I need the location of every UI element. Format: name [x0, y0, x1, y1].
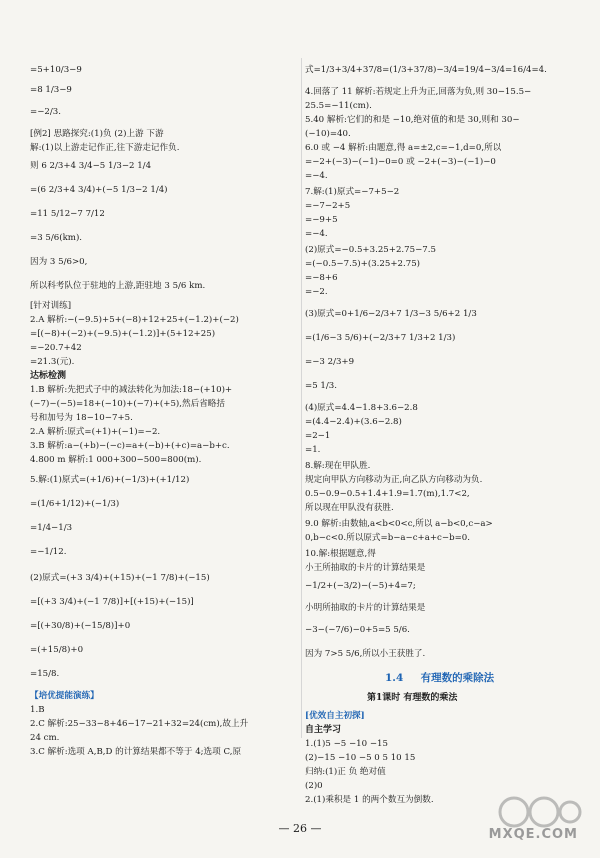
text-line: =21.3(元).	[30, 357, 75, 367]
text-line: 规定向甲队方向移动为正,向乙队方向移动为负.	[305, 475, 483, 485]
block-heading: 自主学习	[305, 725, 342, 735]
text-line: 1.B 解析:先把式子中的减法转化为加法:18−(+10)+	[30, 385, 233, 395]
section-number: 1.4	[385, 672, 404, 684]
text-line: 6.0 或 −4 解析:由题意,得 a=±2,c=−1,d=0,所以	[305, 143, 502, 153]
text-line: [例2] 思路探究:(1)负 (2)上游 下游	[30, 129, 164, 139]
text-line: 4.回落了 11 解析:若规定上升为正,回落为负,则 30−15.5−	[305, 87, 532, 97]
text-line: 2.A 解析:原式=(+1)+(−1)=−2.	[30, 427, 161, 437]
section-label: 达标检测	[30, 371, 67, 381]
text-line: 7.解:(1)原式=−7+5−2	[305, 187, 400, 197]
text-line: 2.A 解析:−(−9.5)+5+(−8)+12+25+(−1.2)+(−2)	[30, 315, 239, 325]
text-line: 归纳:(1)正 负 绝对值	[305, 767, 386, 777]
text-line: −1/2+(−3/2)−(−5)+4=7;	[305, 581, 416, 591]
section-tag: [优效自主初探]	[305, 711, 365, 721]
text-line: 1.B	[30, 705, 45, 715]
text-line: =−8+6	[305, 273, 338, 283]
text-line: 5.解:(1)原式=(+1/6)+(−1/3)+(+1/12)	[30, 475, 190, 485]
text-line: 号和加号为 18−10−7+5.	[30, 413, 133, 423]
text-line: =[(−8)+(−2)+(−9.5)+(−1.2)]+(5+12+25)	[30, 329, 216, 339]
text-line: =−7−2+5	[305, 201, 351, 211]
text-line: 3.C 解析:选项 A,B,D 的计算结果都不等于 4;选项 C,原	[30, 747, 242, 757]
text-line: 因为 3 5/6>0,	[30, 257, 88, 267]
text-line: 24 cm.	[30, 733, 60, 743]
text-line: =−2.	[305, 287, 328, 297]
text-line: 5.40 解析:它们的和是 −10,绝对值的和是 30,则和 30−	[305, 115, 520, 125]
text-line: (2)0	[305, 781, 323, 791]
text-line: =(4.4−2.4)+(3.6−2.8)	[305, 417, 402, 427]
text-line: 式=1/3+3/4+37/8=(1/3+37/8)−3/4=19/4−3/4=16/4=4.	[305, 65, 547, 75]
text-line: (2)原式=(+3 3/4)+(+15)+(−1 7/8)+(−15)	[30, 573, 210, 583]
text-line: =−9+5	[305, 215, 338, 225]
section-heading	[385, 672, 494, 684]
text-line: =−1/12.	[30, 547, 67, 557]
text-line: =[(+30/8)+(−15/8)]+0	[30, 621, 131, 631]
text-line: =1.	[305, 445, 321, 455]
text-line: 9.0 解析:由数轴,a<b<0<c,所以 a−b<0,c−a>	[305, 519, 493, 529]
text-line: =(+15/8)+0	[30, 645, 84, 655]
text-line: =−4.	[305, 229, 328, 239]
text-line: 解:(1)以上游走记作正,往下游走记作负.	[30, 143, 180, 153]
text-line: (3)原式=0+1/6−2/3+7 1/3−3 5/6+2 1/3	[305, 309, 477, 319]
text-line: 2.C 解析:25−33−8+46−17−21+32=24(cm),故上升	[30, 719, 249, 729]
text-line: 0.5−0.9−0.5+1.4+1.9=1.7(m),1.7<2,	[305, 489, 470, 499]
text-line: =3 5/6(km).	[30, 233, 83, 243]
text-line: (−10)=40.	[305, 129, 351, 139]
text-line: =(6 2/3+4 3/4)+(−5 1/3−2 1/4)	[30, 185, 168, 195]
text-line: =−20.7+42	[30, 343, 82, 353]
text-line: 因为 7>5 5/6,所以小王获胜了.	[305, 649, 426, 659]
text-line: =5+10/3−9	[30, 65, 82, 75]
text-line: =8 1/3−9	[30, 85, 72, 95]
watermark-text: MXQE.COM	[488, 827, 578, 842]
text-line: =−2+(−3)−(−1)−0=0 或 −2+(−3)−(−1)−0	[305, 157, 496, 167]
text-line: =2−1	[305, 431, 331, 441]
text-line: −3−(−7/6)−0+5=5 5/6.	[305, 625, 410, 635]
text-line: =11 5/12−7 7/12	[30, 209, 105, 219]
text-line: 10.解:根据题意,得	[305, 549, 376, 559]
text-line: (2)原式=−0.5+3.25+2.75−7.5	[305, 245, 436, 255]
page-number: — 26 —	[278, 822, 322, 835]
text-line: 小王所抽取的卡片的计算结果是	[305, 563, 426, 573]
text-line: =(1/6+1/12)+(−1/3)	[30, 499, 120, 509]
text-line: =1/4−1/3	[30, 523, 73, 533]
section-tag: 【培优提能演练】	[30, 691, 99, 701]
text-line: =5 1/3.	[305, 381, 337, 391]
text-line: 所以现在甲队没有获胜.	[305, 503, 394, 513]
text-line: (−7)−(−5)=18+(−10)+(−7)+(+5),然后省略括	[30, 399, 225, 409]
text-line: 8.解:现在甲队胜.	[305, 461, 371, 471]
lesson-subtitle: 第1课时 有理数的乘法	[367, 693, 458, 703]
text-line: =(−0.5−7.5)+(3.25+2.75)	[305, 259, 421, 269]
column-divider	[301, 58, 302, 738]
text-line: =−3 2/3+9	[305, 357, 355, 367]
text-line: 0,b−c<0.所以原式=b−a−c+a+c−b=0.	[305, 533, 470, 543]
section-label: [针对训练]	[30, 301, 72, 311]
section-title: 有理数的乘除法	[420, 672, 495, 684]
text-line: =[(+3 3/4)+(−1 7/8)]+[(+15)+(−15)]	[30, 597, 194, 607]
text-line: 4.800 m 解析:1 000+300−500=800(m).	[30, 455, 202, 465]
text-line: 小明所抽取的卡片的计算结果是	[305, 603, 426, 613]
text-line: =−2/3.	[30, 107, 61, 117]
text-line: 1.(1)5 −5 −10 −15	[305, 739, 388, 749]
text-line: (4)原式=4.4−1.8+3.6−2.8	[305, 403, 418, 413]
text-line: =15/8.	[30, 669, 60, 679]
text-line: =(1/6−3 5/6)+(−2/3+7 1/3+2 1/3)	[305, 333, 456, 343]
text-line: 所以科考队位于驻地的上游,距驻地 3 5/6 km.	[30, 281, 206, 291]
text-line: 3.B 解析:a−(+b)−(−c)=a+(−b)+(+c)=a−b+c.	[30, 441, 230, 451]
text-line: (2)−15 −10 −5 0 5 10 15	[305, 753, 416, 763]
text-line: 2.(1)乘积是 1 的两个数互为倒数.	[305, 795, 434, 805]
text-line: =−4.	[305, 171, 328, 181]
text-line: 25.5=−11(cm).	[305, 101, 372, 111]
text-line: 则 6 2/3+4 3/4−5 1/3−2 1/4	[30, 161, 152, 171]
